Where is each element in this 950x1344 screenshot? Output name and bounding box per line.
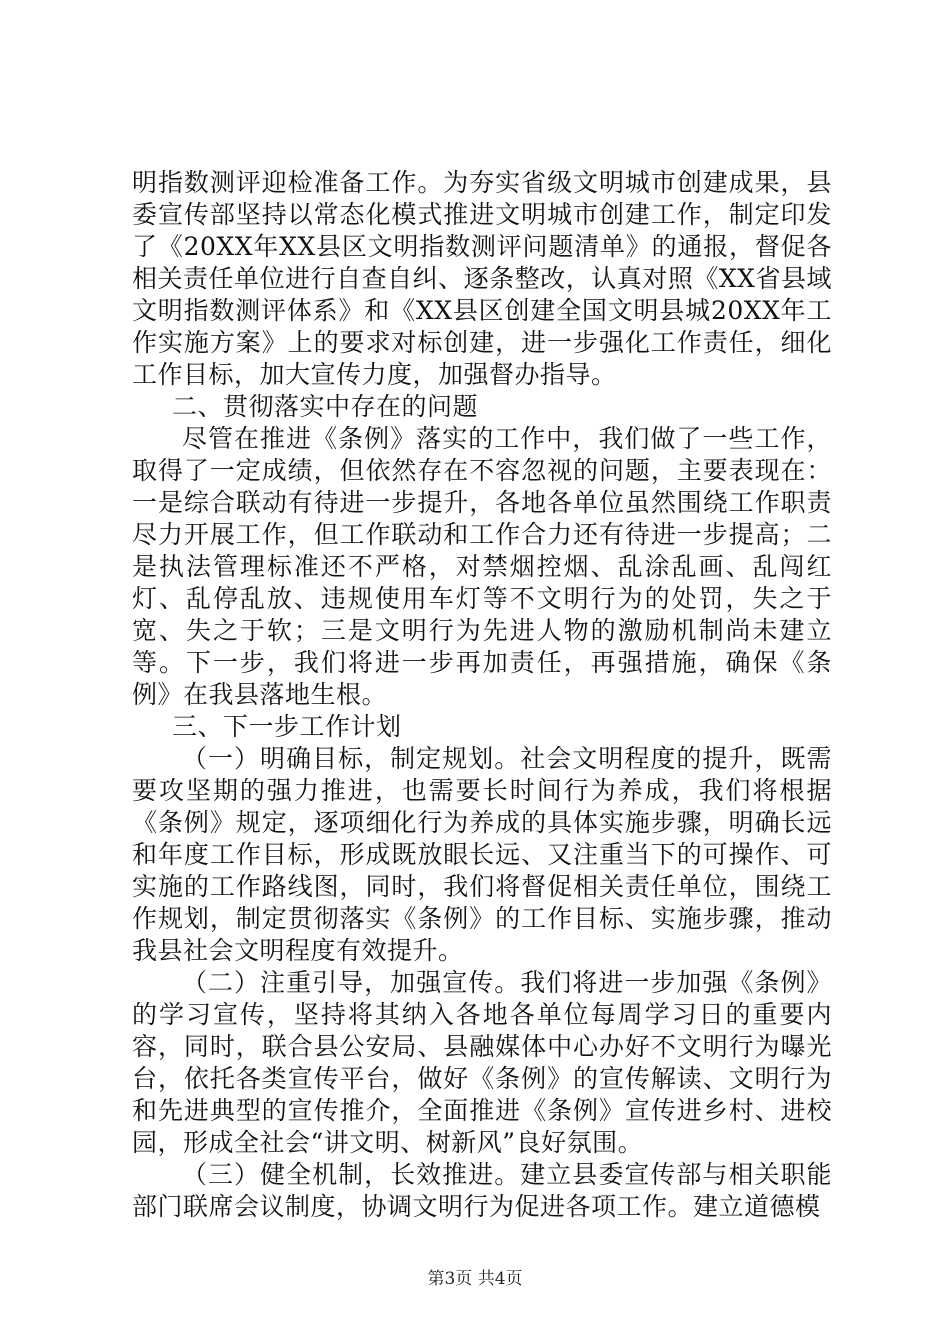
page-footer (0, 1268, 950, 1290)
page-number-label: 第3页 共4页 (427, 1269, 523, 1289)
paragraph-plan-mechanism: （三）健全机制，长效推进。建立县委宣传部与相关职能部门联席会议制度，协调文明行为促进各项工作。建立道德模 (132, 1160, 832, 1221)
paragraph-plan-publicity: （二）注重引导，加强宣传。我们将进一步加强《条例》的学习宣传，坚持将其纳入各地各单位每周学习日的重要内容，同时，联合县公安局、县融媒体中心办好不文明行为曝光台，依托各类宣传平台，做好《条例》的宣传解读、文明行为和先进典型的宣传推介，全面推进《条例》宣传进乡村、进校园，形成全社会“讲文明、树新风”良好氛围。 (132, 968, 832, 1157)
document-body (132, 167, 832, 1223)
paragraph-plan-goals: （一）明确目标，制定规划。社会文明程度的提升，既需要攻坚期的强力推进，也需要长时间行为养成，我们将根据《条例》规定，逐项细化行为养成的具体实施步骤，明确长远和年度工作目标，形成既放眼长远、又注重当下的可操作、可实施的工作路线图，同时，我们将督促相关责任单位，围绕工作规划，制定贯彻落实《条例》的工作目标、实施步骤，推动我县社会文明程度有效提升。 (132, 744, 832, 965)
section-heading-next-plan: 三、下一步工作计划 (172, 712, 402, 741)
paragraph-problems: 尽管在推进《条例》落实的工作中，我们做了一些工作，取得了一定成绩，但依然存在不容忽视的问题，主要表现在：一是综合联动有待进一步提升，各地各单位虽然围绕工作职责尽力开展工作，但工作联动和工作合力还有待进一步提高；二是执法管理标准还不严格，对禁烟控烟、乱涂乱画、乱闯红灯、乱停乱放、违规使用车灯等不文明行为的处罚，失之于宽、失之于软；三是文明行为先进人物的激励机制尚未建立等。下一步，我们将进一步再加责任，再强措施，确保《条例》在我县落地生根。 (132, 424, 832, 709)
paragraph-evaluation-preparation: 明指数测评迎检准备工作。为夯实省级文明城市创建成果，县委宣传部坚持以常态化模式推进文明城市创建工作，制定印发了《20XX年XX县区文明指数测评问题清单》的通报，督促各相关责任单位进行自查自纠、逐条整改，认真对照《XX省县域文明指数测评体系》和《XX县区创建全国文明县城20XX年工作实施方案》上的要求对标创建，进一步强化工作责任，细化工作目标，加大宣传力度，加强督办指导。 (132, 168, 832, 389)
section-heading-problems: 二、贯彻落实中存在的问题 (172, 392, 479, 421)
